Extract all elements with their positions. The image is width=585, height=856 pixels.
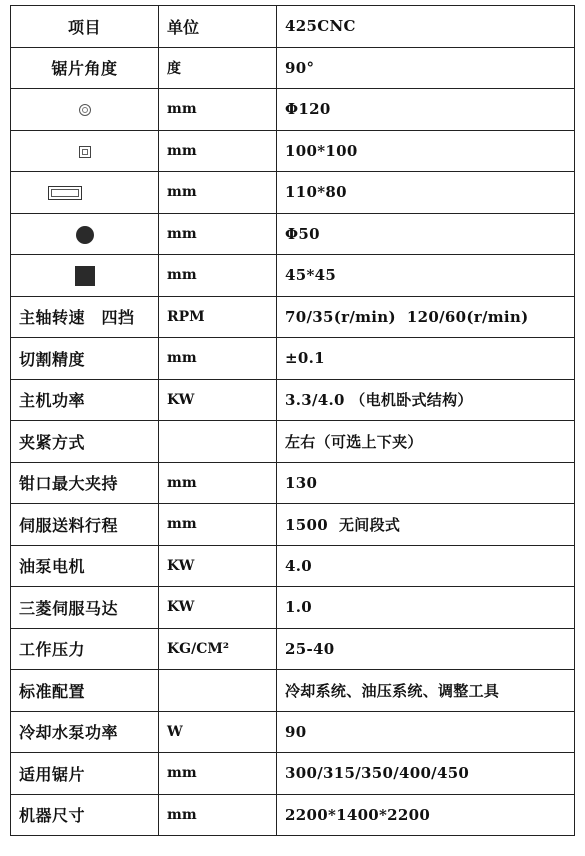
spec-value: 4.0 <box>277 545 575 587</box>
spec-name: 机器尺寸 <box>11 794 159 836</box>
header-model: 425CNC <box>277 6 575 48</box>
table-row <box>11 545 575 587</box>
table-row <box>11 89 575 131</box>
spec-unit: mm <box>159 504 277 546</box>
spec-name: 夹紧方式 <box>11 421 159 463</box>
round-bar-icon <box>76 226 94 244</box>
spec-unit: RPM <box>159 296 277 338</box>
spec-name: 伺服送料行程 <box>11 504 159 546</box>
spec-value: 1500 无间段式 <box>277 504 575 546</box>
spec-value: 300/315/350/400/450 <box>277 753 575 795</box>
table-row <box>11 255 575 297</box>
spec-value: 90° <box>277 47 575 89</box>
spec-value: 90 <box>277 711 575 753</box>
table-row <box>11 130 575 172</box>
table-row <box>11 670 575 712</box>
spec-icon-cell <box>11 255 159 297</box>
header-unit: 单位 <box>159 6 277 48</box>
table-row <box>11 421 575 463</box>
square-bar-icon <box>75 266 95 286</box>
spec-unit: mm <box>159 753 277 795</box>
table-row <box>11 587 575 629</box>
spec-value: 100*100 <box>277 130 575 172</box>
square-tube-icon <box>79 146 91 158</box>
spec-value: 70/35(r/min) 120/60(r/min) <box>277 296 575 338</box>
spec-name: 切割精度 <box>11 338 159 380</box>
table-row <box>11 213 575 255</box>
spec-name: 适用锯片 <box>11 753 159 795</box>
rectangular-tube-icon <box>48 186 82 200</box>
spec-value: 冷却系统、油压系统、调整工具 <box>277 670 575 712</box>
spec-unit <box>159 670 277 712</box>
table-row <box>11 338 575 380</box>
table-row <box>11 711 575 753</box>
table-row <box>11 172 575 214</box>
spec-name: 三菱伺服马达 <box>11 587 159 629</box>
spec-name: 油泵电机 <box>11 545 159 587</box>
spec-value: ±0.1 <box>277 338 575 380</box>
round-tube-icon <box>79 104 91 116</box>
spec-value: 左右（可选上下夹） <box>277 421 575 463</box>
spec-name: 冷却水泵功率 <box>11 711 159 753</box>
spec-unit: W <box>159 711 277 753</box>
spec-name: 标准配置 <box>11 670 159 712</box>
spec-name: 主机功率 <box>11 379 159 421</box>
spec-value: 1.0 <box>277 587 575 629</box>
spec-name: 主轴转速 四挡 <box>11 296 159 338</box>
spec-unit: mm <box>159 213 277 255</box>
table-row <box>11 794 575 836</box>
spec-unit <box>159 421 277 463</box>
table-row <box>11 379 575 421</box>
spec-value: 25-40 <box>277 628 575 670</box>
spec-name: 锯片角度 <box>11 47 159 89</box>
spec-unit: mm <box>159 130 277 172</box>
spec-table <box>10 5 575 836</box>
spec-icon-cell <box>11 130 159 172</box>
header-item: 项目 <box>11 6 159 48</box>
spec-value: 2200*1400*2200 <box>277 794 575 836</box>
spec-value: 110*80 <box>277 172 575 214</box>
spec-value: Φ120 <box>277 89 575 131</box>
table-header-row <box>11 6 575 48</box>
table-row <box>11 462 575 504</box>
spec-unit: mm <box>159 255 277 297</box>
spec-unit: mm <box>159 172 277 214</box>
spec-unit: KW <box>159 587 277 629</box>
table-row <box>11 628 575 670</box>
spec-unit: KW <box>159 545 277 587</box>
table-row <box>11 504 575 546</box>
spec-icon-cell <box>11 172 159 214</box>
spec-name: 钳口最大夹持 <box>11 462 159 504</box>
spec-unit: 度 <box>159 47 277 89</box>
spec-icon-cell <box>11 89 159 131</box>
spec-value: 3.3/4.0 （电机卧式结构） <box>277 379 575 421</box>
table-row <box>11 296 575 338</box>
spec-name: 工作压力 <box>11 628 159 670</box>
spec-unit: mm <box>159 338 277 380</box>
spec-value: 130 <box>277 462 575 504</box>
spec-unit: mm <box>159 794 277 836</box>
spec-unit: mm <box>159 89 277 131</box>
table-row <box>11 47 575 89</box>
spec-icon-cell <box>11 213 159 255</box>
spec-value: 45*45 <box>277 255 575 297</box>
spec-unit: mm <box>159 462 277 504</box>
spec-unit: KW <box>159 379 277 421</box>
spec-value: Φ50 <box>277 213 575 255</box>
spec-unit: KG/CM² <box>159 628 277 670</box>
table-row <box>11 753 575 795</box>
